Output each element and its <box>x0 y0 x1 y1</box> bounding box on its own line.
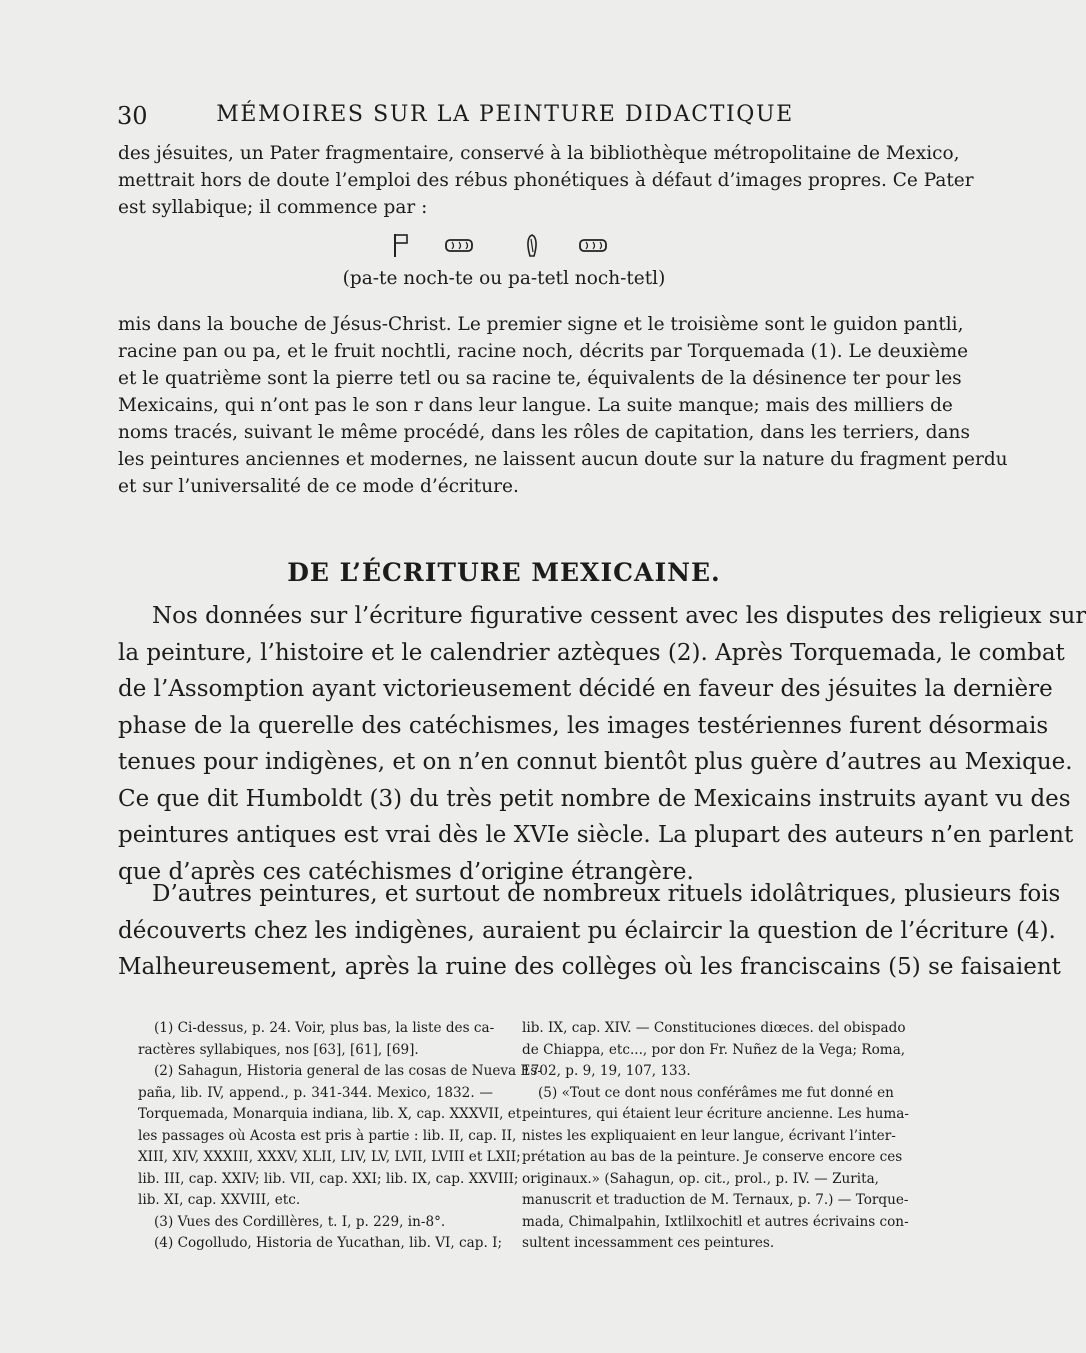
text-line: la peinture, l’histoire et le calendrier aztèques (2). Après Torquemada, le combat <box>118 639 1065 666</box>
footnote-line: (5) «Tout ce dont nous conférâmes me fut donné en <box>538 1084 894 1101</box>
footnote-line: XIII, XIV, XXXIII, XXXV, XLII, LIV, LV, LVII, LVIII et LXII; <box>138 1149 521 1165</box>
text-line: mettrait hors de doute l’emploi des rébus phonétiques à défaut d’images propres. Ce Pater <box>118 170 974 191</box>
text-line: est syllabique; il commence par : <box>118 197 428 218</box>
paragraph-donnees <box>118 598 1086 890</box>
banner-glyph-icon <box>392 232 412 258</box>
footnote-line: originaux.» (Sahagun, op. cit., prol., p. IV. — Zurita, <box>522 1170 880 1187</box>
text-line: mis dans la bouche de Jésus-Christ. Le premier signe et le troisième sont le guidon pantli, <box>118 314 964 335</box>
running-head <box>117 102 893 138</box>
glyph-caption: (pa-te noch-te ou pa-tetl noch-tetl) <box>342 268 666 289</box>
paragraph-pater <box>118 140 974 221</box>
section-title: DE L’ÉCRITURE MEXICAINE. <box>287 558 721 587</box>
rebus-glyphs <box>392 232 622 258</box>
footnote-line: manuscrit et traduction de M. Ternaux, p. 7.) — Torque- <box>522 1192 909 1208</box>
footnote-line: de Chiappa, etc..., por don Fr. Nuñez de la Vega; Roma, <box>522 1041 906 1058</box>
footnote-line: paña, lib. IV, append., p. 341-344. Mexico, 1832. — <box>138 1084 493 1101</box>
footnote-line: mada, Chimalpahin, Ixtlilxochitl et autres écrivains con- <box>522 1213 909 1230</box>
footnote-line: prétation au bas de la peinture. Je conserve encore ces <box>522 1149 903 1165</box>
text-line: tenues pour indigènes, et on n’en connut bientôt plus guère d’autres au Mexique. <box>118 749 1073 775</box>
paragraph-signs <box>118 311 1008 500</box>
footnote-line: sultent incessamment ces peintures. <box>522 1235 775 1251</box>
text-line: Malheureusement, après la ruine des collèges où les franciscains (5) se faisaient <box>118 954 1061 980</box>
text-line: Nos données sur l’écriture figurative cessent avec les disputes des religieux sur <box>152 603 1086 629</box>
footnote-line: (2) Sahagun, Historia general de las cosas de Nueva Es- <box>154 1063 542 1079</box>
footnotes-left-column <box>138 1018 542 1255</box>
text-line: que d’après ces catéchismes d’origine étrangère. <box>118 858 694 885</box>
paragraph-peintures <box>118 876 1061 986</box>
footnote-line: (1) Ci-dessus, p. 24. Voir, plus bas, la liste des ca- <box>154 1020 495 1036</box>
fruit-glyph-icon <box>524 232 540 258</box>
text-line: de l’Assomption ayant victorieusement décidé en faveur des jésuites la dernière <box>118 676 1053 702</box>
text-line: et sur l’universalité de ce mode d’écriture. <box>118 476 519 497</box>
footnote-line: nistes les expliquaient en leur langue, écrivant l’inter- <box>522 1127 896 1144</box>
footnote-line: Torquemada, Monarquia indiana, lib. X, cap. XXXVII, et <box>138 1106 522 1122</box>
footnote-line: (4) Cogolludo, Historia de Yucathan, lib. VI, cap. I; <box>154 1235 503 1251</box>
text-line: Ce que dit Humboldt (3) du très petit nombre de Mexicains instruits ayant vu des <box>118 785 1071 812</box>
footnote-line: lib. III, cap. XXIV; lib. VII, cap. XXI; lib. IX, cap. XXVIII; <box>138 1170 519 1187</box>
text-line: D’autres peintures, et surtout de nombreux rituels idolâtriques, plusieurs fois <box>152 881 1061 907</box>
footnote-line: lib. IX, cap. XIV. — Constituciones diœces. del obispado <box>522 1020 906 1036</box>
running-title: MÉMOIRES SUR LA PEINTURE DIDACTIQUE <box>216 102 794 127</box>
text-line: racine pan ou pa, et le fruit nochtli, racine noch, décrits par Torquemada (1). Le deuxième <box>118 341 969 362</box>
text-line: phase de la querelle des catéchismes, les images testériennes furent désormais <box>118 712 1049 739</box>
footnotes-right-column <box>522 1018 909 1255</box>
stone-glyph-icon <box>578 232 608 258</box>
footnote-line: lib. XI, cap. XXVIII, etc. <box>138 1192 301 1208</box>
footnote-line: peintures, qui étaient leur écriture ancienne. Les huma- <box>522 1106 909 1122</box>
text-line: et le quatrième sont la pierre tetl ou sa racine te, équivalents de la désinence ter pour les <box>118 368 962 389</box>
text-line: Mexicains, qui n’ont pas le son r dans leur langue. La suite manque; mais des milliers de <box>118 395 953 416</box>
text-line: des jésuites, un Pater fragmentaire, conservé à la bibliothèque métropolitaine de Mexico, <box>118 143 960 164</box>
text-line: peintures antiques est vrai dès le XVIe siècle. La plupart des auteurs n’en parlent <box>118 822 1074 848</box>
page-number: 30 <box>117 102 148 130</box>
footnote-line: 1702, p. 9, 19, 107, 133. <box>522 1063 691 1079</box>
footnote-line: (3) Vues des Cordillères, t. I, p. 229, in-8°. <box>154 1213 446 1230</box>
text-line: découverts chez les indigènes, auraient pu éclaircir la question de l’écriture (4). <box>118 917 1056 944</box>
footnote-line: ractères syllabiques, nos [63], [61], [69]. <box>138 1041 419 1058</box>
text-line: noms tracés, suivant le même procédé, dans les rôles de capitation, dans les terriers, dans <box>118 422 970 443</box>
text-line: les peintures anciennes et modernes, ne laissent aucun doute sur la nature du fragment perdu <box>118 449 1008 470</box>
footnote-line: les passages où Acosta est pris à partie : lib. II, cap. II, <box>138 1127 517 1144</box>
stone-glyph-icon <box>444 232 474 258</box>
